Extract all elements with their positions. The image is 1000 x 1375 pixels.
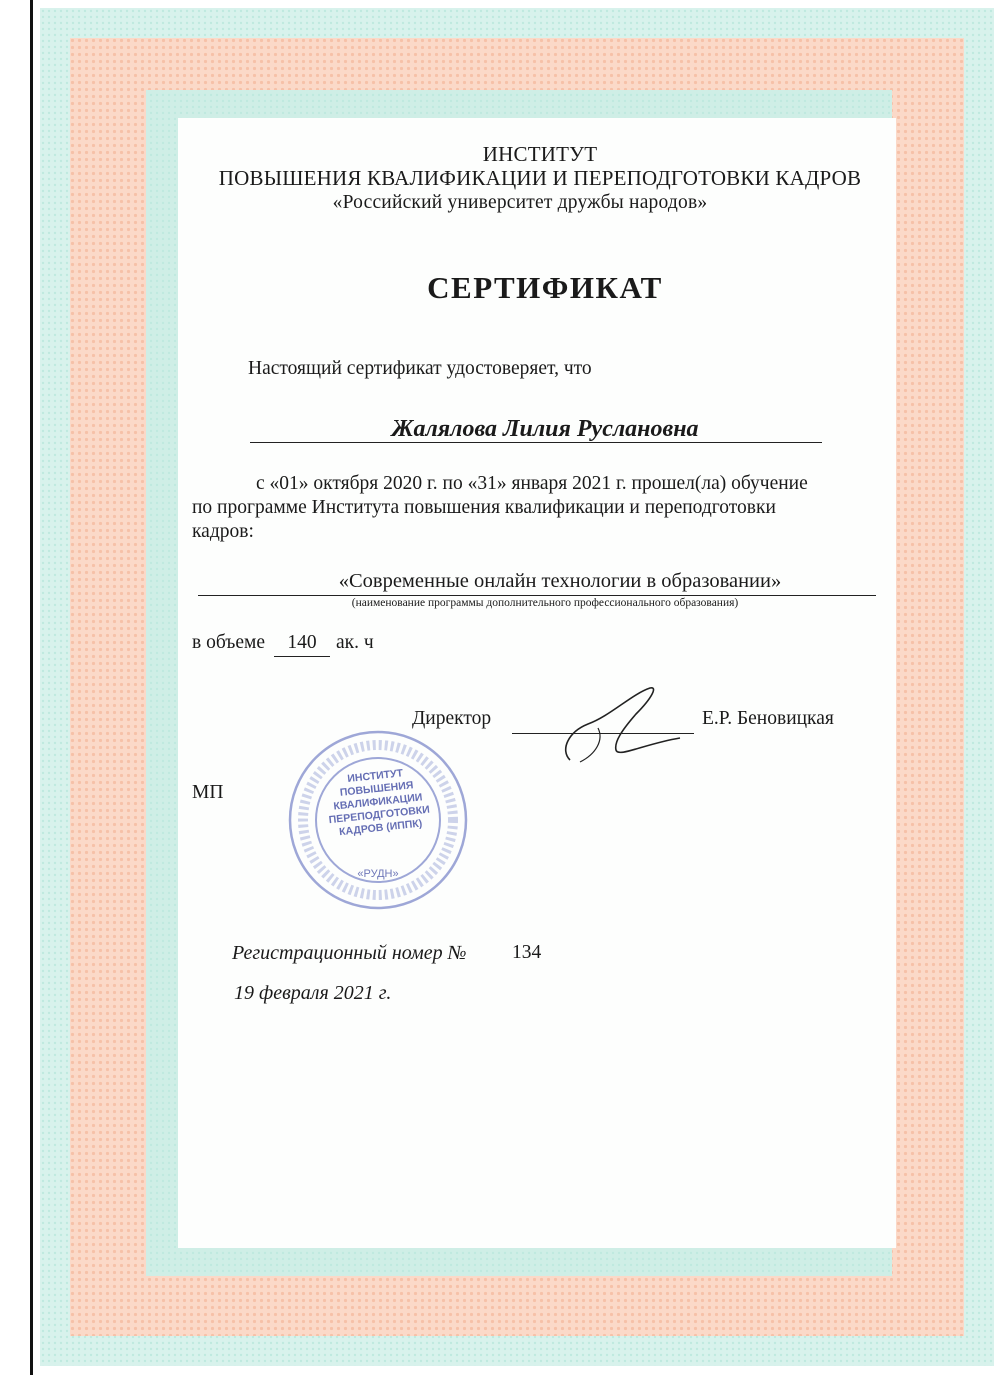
recipient-underline bbox=[250, 442, 822, 443]
stamp-ring-text: «РУДН» bbox=[357, 868, 399, 880]
recipient-name: Жалялова Лилия Руслановна bbox=[391, 416, 699, 442]
volume-suffix: ак. ч bbox=[336, 632, 374, 653]
registration-number: 134 bbox=[512, 942, 542, 963]
program-underline bbox=[198, 595, 876, 596]
director-label: Директор bbox=[412, 708, 492, 729]
volume-hours: 140 bbox=[287, 632, 317, 653]
university-name: «Российский университет дружбы народов» bbox=[332, 192, 708, 213]
certificate-title: СЕРТИФИКАТ bbox=[427, 270, 663, 305]
institute-heading: ИНСТИТУТ bbox=[482, 142, 598, 166]
mp-label: МП bbox=[192, 782, 224, 803]
scan-edge bbox=[30, 0, 33, 1375]
director-signature bbox=[540, 680, 690, 770]
study-program-text-cont: кадров: bbox=[192, 521, 254, 542]
volume-underline bbox=[274, 656, 330, 657]
program-name: «Современные онлайн технологии в образовании» bbox=[338, 570, 782, 592]
study-program-text: по программе Института повышения квалификации и переподготовки bbox=[192, 497, 776, 518]
registration-date: 19 февраля 2021 г. bbox=[234, 982, 392, 1004]
registration-label: Регистрационный номер № bbox=[232, 942, 467, 964]
intro-text: Настоящий сертификат удостоверяет, что bbox=[248, 358, 592, 379]
director-name: Е.Р. Беновицкая bbox=[702, 708, 834, 729]
volume-prefix: в объеме bbox=[192, 632, 266, 653]
study-period-text: с «01» октября 2020 г. по «31» января 2021 г. прошел(ла) обучение bbox=[256, 473, 808, 494]
stamp-text: ИНСТИТУТ ПОВЫШЕНИЯ КВАЛИФИКАЦИИ ПЕРЕПОДГОТОВКИ КАДРОВ (ИППК) bbox=[328, 767, 431, 839]
program-caption: (наименование программы дополнительного профессионального образования) bbox=[351, 597, 739, 609]
institute-name: ПОВЫШЕНИЯ КВАЛИФИКАЦИИ И ПЕРЕПОДГОТОВКИ КАДРОВ bbox=[218, 166, 862, 190]
